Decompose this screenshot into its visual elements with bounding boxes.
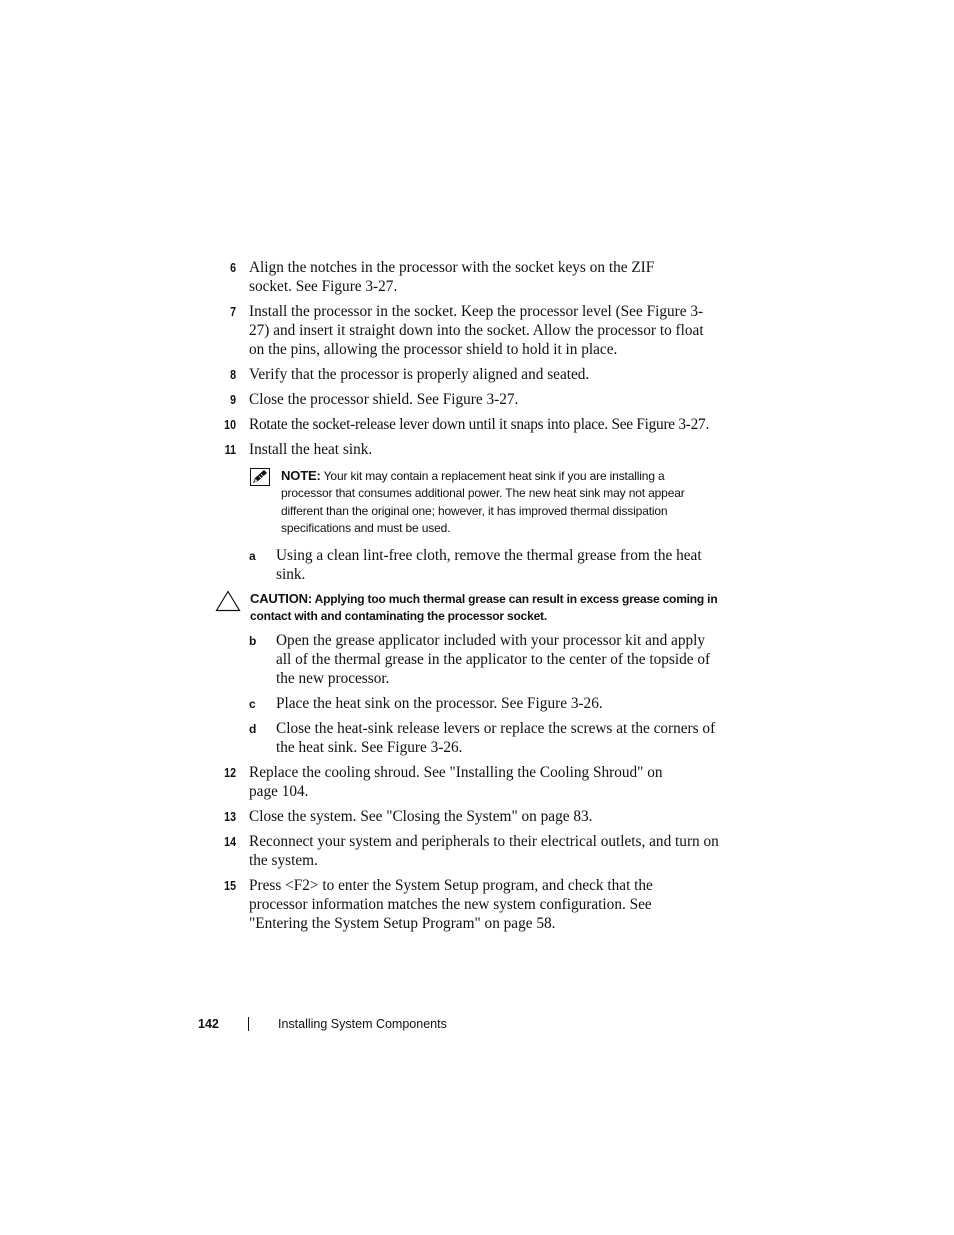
step-number: 6	[230, 261, 236, 275]
step-text: Close the processor shield. See Figure 3-27.	[249, 391, 519, 408]
substep-letter: d	[249, 722, 257, 737]
note-box	[219, 467, 719, 538]
step-text: Reconnect your system and peripherals to their electrical outlets, and turn on the system.	[249, 833, 719, 870]
step-number: 7	[230, 305, 236, 319]
step-6	[219, 258, 719, 296]
step-11	[219, 440, 719, 459]
substep-text: Using a clean lint-free cloth, remove the thermal grease from the heat sink.	[276, 546, 702, 583]
step-number: 14	[224, 835, 236, 850]
footer-divider	[248, 1017, 249, 1031]
step-14	[219, 832, 719, 870]
step-10	[219, 415, 719, 434]
substep-text: Open the grease applicator included with your processor kit and apply all of the thermal grease in the applicator to the center of the topside of the new processor.	[276, 632, 711, 688]
substep-letter: b	[249, 634, 257, 649]
substep-b	[219, 631, 719, 688]
page-number: 142	[198, 1017, 219, 1031]
step-text: Install the heat sink.	[249, 441, 373, 458]
step-12	[219, 763, 719, 801]
step-text: Replace the cooling shroud. See "Installing the Cooling Shroud" on page 104.	[249, 764, 663, 801]
caution-triangle-icon	[215, 590, 241, 612]
caution-text: Applying too much thermal grease can result in excess grease coming in contact with and contaminating the processor socket.	[250, 591, 718, 624]
step-number: 15	[224, 879, 236, 894]
step-number: 8	[230, 368, 236, 382]
step-text: Press <F2> to enter the System Setup program, and check that the processor information matches the new system configuration. See "Entering the System Setup Program" on page 58.	[249, 877, 653, 933]
step-9	[219, 390, 719, 409]
note-pencil-icon	[250, 468, 270, 486]
step-8	[219, 365, 719, 384]
step-number: 13	[224, 810, 236, 825]
substep-letter: c	[249, 697, 256, 712]
note-label: NOTE:	[281, 468, 321, 483]
step-number: 10	[224, 418, 236, 432]
step-text: Close the system. See "Closing the System" on page 83.	[249, 808, 593, 826]
caution-label: CAUTION:	[250, 590, 312, 606]
step-text: Verify that the processor is properly aligned and seated.	[249, 366, 590, 383]
step-number: 12	[224, 766, 236, 781]
step-number: 11	[224, 443, 236, 457]
step-text: Rotate the socket-release lever down until it snaps into place. See Figure 3-27.	[249, 416, 710, 433]
section-title: Installing System Components	[278, 1017, 447, 1031]
page-content	[219, 258, 719, 939]
step-number: 9	[230, 393, 236, 407]
step-7	[219, 302, 719, 359]
substep-c	[219, 694, 719, 713]
substep-d	[219, 719, 719, 757]
substep-a	[219, 546, 719, 584]
step-text: Install the processor in the socket. Keep the processor level (See Figure 3-27) and insert it straight down into the socket. Allow the processor to float on the pins, allowing the processor shield to hold it in place.	[249, 303, 704, 358]
step-13	[219, 807, 719, 826]
note-text: Your kit may contain a replacement heat sink if you are installing a processor that consumes additional power. The new heat sink may not appear different than the original one; however, it has improved thermal dissipation specifications and must be used.	[281, 469, 685, 536]
substep-text: Place the heat sink on the processor. See Figure 3-26.	[276, 695, 603, 713]
substep-letter: a	[249, 548, 256, 563]
step-text: Align the notches in the processor with the socket keys on the ZIF socket. See Figure 3-27.	[249, 259, 655, 295]
step-15	[219, 876, 719, 933]
caution-box	[219, 590, 719, 626]
substep-text: Close the heat-sink release levers or replace the screws at the corners of the heat sink. See Figure 3-26.	[276, 720, 716, 757]
